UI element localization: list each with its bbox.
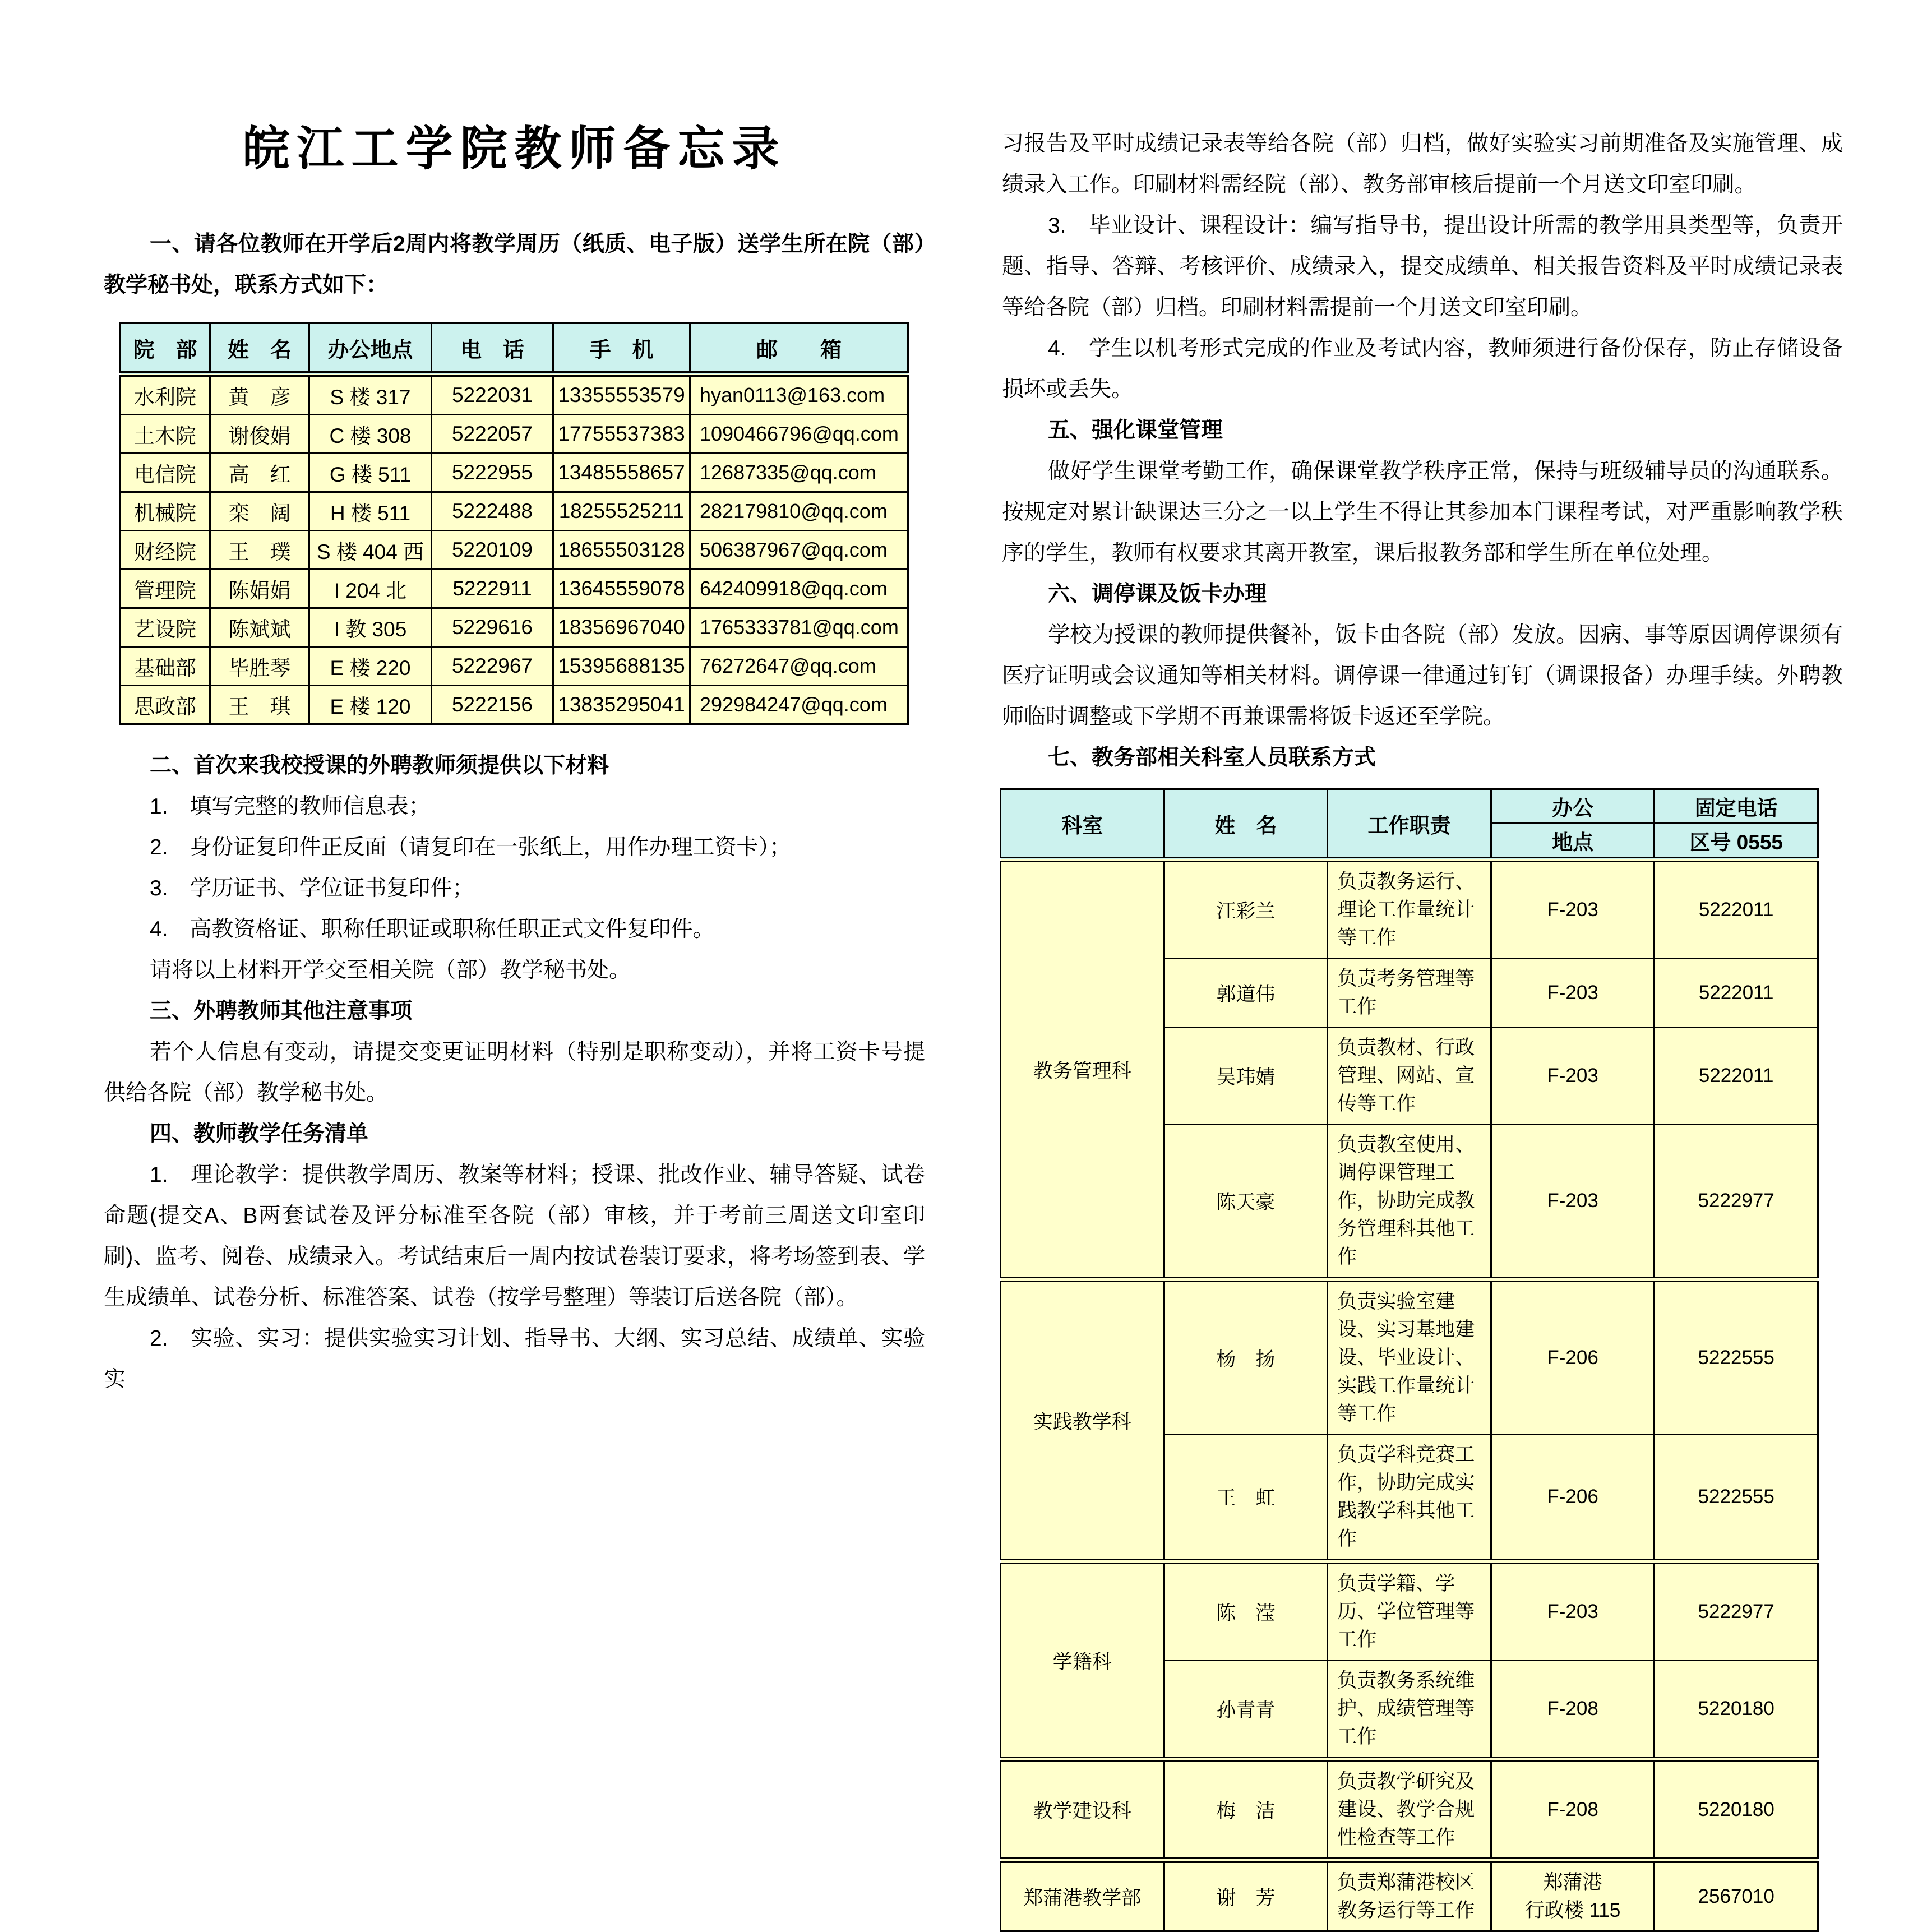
header-row [121,323,908,375]
table-cell: 水利院 [121,374,210,415]
table-cell: 506387967@qq.com [690,531,908,570]
table-cell: 1765333781@qq.com [690,608,908,647]
left-column [104,0,925,1400]
table-cell: S 楼 317 [309,374,432,415]
column-header: 办公地点 [309,323,432,375]
name-cell: 杨 扬 [1164,1279,1328,1435]
table-cell: 5222488 [432,492,553,531]
material-item-4: 4. 高教资格证、职称任职证或职称任职正式文件复印件。 [150,917,715,941]
table-row [1001,1561,1818,1661]
table-row [121,686,908,724]
name-cell: 吴玮婧 [1164,1028,1328,1125]
table-cell: 5222057 [432,415,553,454]
table-cell: 5222911 [432,570,553,608]
column-header: 办公 [1491,789,1655,824]
column-header: 固定电话 [1655,789,1818,824]
table-cell: H 楼 511 [309,492,432,531]
table-row [121,374,908,415]
section-5-body: 做好学生课堂考勤工作，确保课堂教学秩序正常，保持与班级辅导员的沟通联系。按规定对累计缺课达三分之一以上学生不得让其参加本门课程考试，对严重影响教学秩序的学生，教师有权要求其离开教室，课后报教务部和学生所在单位处理。 [1002,459,1843,565]
table-cell: S 楼 404 西 [309,531,432,570]
table-cell: 18356967040 [553,608,690,647]
office-cell: 郑蒲港 行政楼 115 [1491,1860,1655,1931]
section-4-heading: 四、教师教学任务清单 [150,1122,369,1146]
table-cell: 毕胜琴 [210,647,309,686]
office-cell: F-203 [1491,959,1655,1028]
table-cell: 财经院 [121,531,210,570]
submit-note: 请将以上材料开学交至相关院（部）教学秘书处。 [150,958,631,982]
table-cell: I 204 北 [309,570,432,608]
table-row [1001,1860,1818,1931]
table-cell: G 楼 511 [309,454,432,492]
header-row [1001,789,1818,824]
office-cell: F-208 [1491,1759,1655,1860]
duty-cell: 负责教材、行政管理、网站、宣传等工作 [1328,1028,1491,1125]
table-cell: 13355553579 [553,374,690,415]
table-row [1001,1279,1818,1435]
table-row [121,492,908,531]
name-cell: 王 虹 [1164,1435,1328,1562]
column-header: 工作职责 [1328,789,1491,860]
office-cell: F-206 [1491,1435,1655,1562]
table-cell: 电信院 [121,454,210,492]
table-cell: 基础部 [121,647,210,686]
duty-cell: 负责教学研究及建设、教学合规性检查等工作 [1328,1759,1491,1860]
table-row [121,608,908,647]
name-cell: 孙青青 [1164,1661,1328,1760]
office-cell: F-208 [1491,1661,1655,1760]
section-2-heading: 二、首次来我校授课的外聘教师须提供以下材料 [150,754,609,778]
column-header: 院 部 [121,323,210,375]
table-cell: 5229616 [432,608,553,647]
phone-cell: 5222011 [1655,1028,1818,1125]
column-header: 电 话 [432,323,553,375]
column-header: 科室 [1001,789,1164,860]
phone-cell: 2567010 [1655,1860,1818,1931]
column-header: 姓 名 [210,323,309,375]
phone-cell: 5220180 [1655,1661,1818,1760]
duty-cell: 负责郑蒲港校区教务运行等工作 [1328,1860,1491,1931]
table-cell: 76272647@qq.com [690,647,908,686]
section-5-heading: 五、强化课堂管理 [1048,418,1223,442]
duty-cell: 负责教室使用、调停课管理工作，协助完成教务管理科其他工作 [1328,1125,1491,1280]
table-cell: 1090466796@qq.com [690,415,908,454]
table-row [121,570,908,608]
section-7-heading: 七、教务部相关科室人员联系方式 [1048,746,1376,770]
table-cell: 王 琪 [210,686,309,724]
table-cell: 18255525211 [553,492,690,531]
table-cell: 土木院 [121,415,210,454]
name-cell: 汪彩兰 [1164,859,1328,959]
table-cell: hyan0113@163.com [690,374,908,415]
dept-contact-table-head [121,323,908,375]
dept-contact-table-body [121,374,908,724]
name-cell: 郭道伟 [1164,959,1328,1028]
duty-cell: 负责学籍、学历、学位管理等工作 [1328,1561,1491,1661]
duty-cell: 负责实验室建设、实习基地建设、毕业设计、实践工作量统计等工作 [1328,1279,1491,1435]
name-cell: 梅 洁 [1164,1759,1328,1860]
table-cell: 292984247@qq.com [690,686,908,724]
dept-cell: 教学建设科 [1001,1759,1164,1860]
duty-cell: 负责考务管理等工作 [1328,959,1491,1028]
table-cell: E 楼 220 [309,647,432,686]
task-item-4: 4. 学生以机考形式完成的作业及考试内容，教师须进行备份保存，防止存储设备损坏或丢失。 [1002,336,1843,401]
table-cell: 13835295041 [553,686,690,724]
table-cell: 栾 阔 [210,492,309,531]
page-title: 皖江工学院教师备忘录 [242,122,787,175]
section-3-body: 若个人信息有变动，请提交变更证明材料（特别是职称变动），并将工资卡号提供给各院（部）教学秘书处。 [104,1040,925,1105]
table-cell: 282179810@qq.com [690,492,908,531]
table-cell: I 教 305 [309,608,432,647]
dept-cell: 实践教学科 [1001,1279,1164,1561]
table-cell: 15395688135 [553,647,690,686]
office-cell: F-203 [1491,1125,1655,1280]
task-item-2-continuation: 习报告及平时成绩记录表等给各院（部）归档，做好实验实习前期准备及实施管理、成绩录入工作。印刷材料需经院（部）、教务部审核后提前一个月送文印室印刷。 [1002,132,1843,197]
office-staff-table-body [1001,859,1818,1931]
table-row [121,454,908,492]
dept-cell: 教务管理科 [1001,859,1164,1279]
right-column [1002,0,1843,1932]
material-item-2: 2. 身份证复印件正反面（请复印在一张纸上，用作办理工资卡）； [150,835,792,859]
material-item-1: 1. 填写完整的教师信息表； [150,794,431,819]
table-cell: 艺设院 [121,608,210,647]
table-cell: 黄 彦 [210,374,309,415]
section-3-heading: 三、外聘教师其他注意事项 [150,999,413,1023]
name-cell: 陈 滢 [1164,1561,1328,1661]
office-staff-table-head [1001,789,1818,860]
section-6-body: 学校为授课的教师提供餐补，饭卡由各院（部）发放。因病、事等原因调停课须有医疗证明或会议通知等相关材料。调停课一律通过钉钉（调课报备）办理手续。外聘教师临时调整或下学期不再兼课需将饭卡返还至学院。 [1002,623,1843,729]
column-header: 手 机 [553,323,690,375]
table-cell: 管理院 [121,570,210,608]
office-cell: F-203 [1491,1561,1655,1661]
phone-cell: 5222977 [1655,1561,1818,1661]
duty-cell: 负责教务运行、理论工作量统计等工作 [1328,859,1491,959]
table-cell: 13645559078 [553,570,690,608]
dept-cell: 学籍科 [1001,1561,1164,1759]
office-cell: F-203 [1491,859,1655,959]
section-6-heading: 六、调停课及饭卡办理 [1048,582,1267,606]
material-item-3: 3. 学历证书、学位证书复印件； [150,876,474,900]
phone-cell: 5220180 [1655,1759,1818,1860]
phone-cell: 5222011 [1655,959,1818,1028]
office-cell: F-203 [1491,1028,1655,1125]
office-staff-table [1000,788,1819,1932]
table-cell: 王 璞 [210,531,309,570]
table-row [1001,859,1818,959]
table-cell: 5220109 [432,531,553,570]
column-header: 姓 名 [1164,789,1328,860]
task-item-3: 3. 毕业设计、课程设计：编写指导书，提出设计所需的教学用具类型等，负责开题、指导、答辩、考核评价、成绩录入，提交成绩单、相关报告资料及平时成绩记录表等给各院（部）归档。印刷材料需提前一个月送文印室印刷。 [1002,214,1843,320]
table-cell: C 楼 308 [309,415,432,454]
phone-cell: 5222555 [1655,1279,1818,1435]
task-item-1: 1. 理论教学：提供教学周历、教案等材料；授课、批改作业、辅导答疑、试卷命题(提交A、B两套试卷及评分标准至各院（部）审核，并于考前三周送文印室印刷)、监考、阅卷、成绩录入。考试结束后一周内按试卷装订要求，将考场签到表、学生成绩单、试卷分析、标准答案、试卷（按学号整理）等装订后送各院（部）。 [104,1163,925,1310]
table-cell: 陈斌斌 [210,608,309,647]
table-row [121,647,908,686]
task-item-2-start: 2. 实验、实习：提供实验实习计划、指导书、大纲、实习总结、成绩单、实验实 [104,1326,925,1392]
table-cell: 5222031 [432,374,553,415]
column-header: 区号 0555 [1655,824,1818,860]
phone-cell: 5222977 [1655,1125,1818,1280]
table-row [1001,1759,1818,1860]
duty-cell: 负责教务系统维护、成绩管理等工作 [1328,1661,1491,1760]
table-cell: 5222156 [432,686,553,724]
office-cell: F-206 [1491,1279,1655,1435]
phone-cell: 5222555 [1655,1435,1818,1562]
table-cell: 5222955 [432,454,553,492]
table-cell: 陈娟娟 [210,570,309,608]
name-cell: 陈天豪 [1164,1125,1328,1280]
table-cell: 机械院 [121,492,210,531]
table-cell: 18655503128 [553,531,690,570]
column-header: 邮 箱 [690,323,908,375]
table-cell: 思政部 [121,686,210,724]
dept-contact-table [119,322,909,725]
name-cell: 谢 芳 [1164,1860,1328,1931]
duty-cell: 负责学科竞赛工作，协助完成实践教学科其他工作 [1328,1435,1491,1562]
table-cell: 642409918@qq.com [690,570,908,608]
table-cell: 13485558657 [553,454,690,492]
column-header: 地点 [1491,824,1655,860]
table-cell: 17755537383 [553,415,690,454]
table-row [121,415,908,454]
table-cell: 谢俊娟 [210,415,309,454]
table-cell: E 楼 120 [309,686,432,724]
table-cell: 高 红 [210,454,309,492]
dept-cell: 郑蒲港教学部 [1001,1860,1164,1931]
table-cell: 12687335@qq.com [690,454,908,492]
table-cell: 5222967 [432,647,553,686]
table-row [121,531,908,570]
section-1-heading: 一、请各位教师在开学后2周内将教学周历（纸质、电子版）送学生所在院（部）教学秘书处，联系方式如下： [104,232,925,297]
phone-cell: 5222011 [1655,859,1818,959]
